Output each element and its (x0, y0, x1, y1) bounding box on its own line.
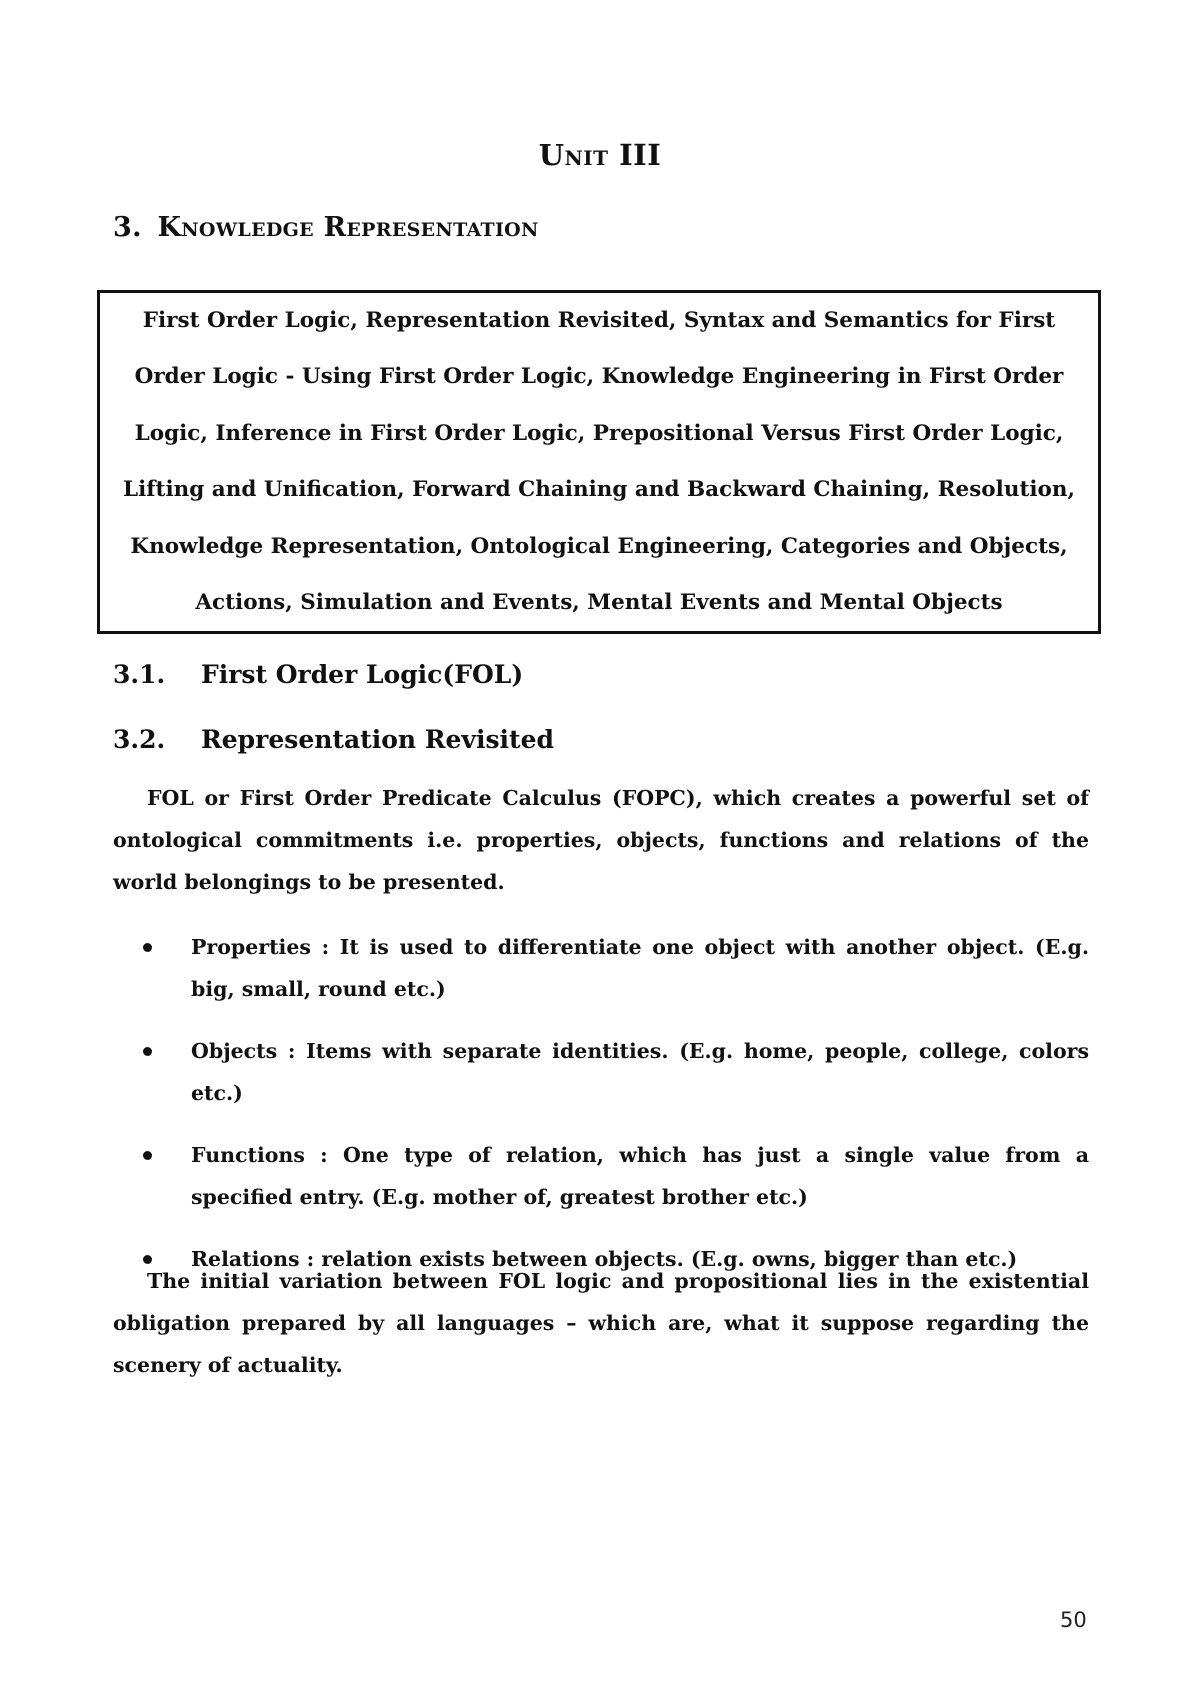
list-item-text: Functions : One type of relation, which has just a single value from a specified entry. (E.g. mother of, greatest brother etc.) (191, 1143, 1089, 1209)
intro-paragraph: FOL or First Order Predicate Calculus (FOPC), which creates a powerful set of ontological commitments i.e. properties, objects, functions and relations of the world belongings to be presented. (113, 786, 1089, 894)
syllabus-box (97, 290, 1101, 634)
section-title: First Order Logic(FOL) (201, 660, 524, 689)
chapter-title-text: Knowledge Representation (157, 212, 539, 243)
unit-title: Unit III (538, 138, 662, 172)
list-item (113, 1030, 1089, 1114)
bullet-icon (143, 943, 152, 952)
chapter-title (113, 212, 539, 243)
section-heading-representation-revisited (113, 725, 554, 754)
section-heading-first-order-logic (113, 660, 523, 689)
bullet-list (113, 926, 1089, 1300)
list-item-text: Relations : relation exists between objects. (E.g. owns, bigger than etc.) (191, 1247, 1018, 1271)
bullet-icon (143, 1047, 152, 1056)
closing-paragraph: The initial variation between FOL logic and propositional lies in the existential obligation prepared by all languages – which are, what it suppose regarding the scenery of actuality. (113, 1269, 1089, 1377)
syllabus-text: First Order Logic, Representation Revisited, Syntax and Semantics for First Order Logic - Using First Order Logic, Knowledge Engineering in First Order Logic, Inference in First Order Logic, Prepositional Versus First Order Logic, Lifting and Unification, Forward Chaining and Backward Chaining, Resolution, Knowledge Representation, Ontological Engineering, Categories and Objects, Actions, Simulation and Events, Mental Events and Mental Objects (122, 307, 1075, 615)
section-number: 3.2. (113, 725, 166, 754)
section-title: Representation Revisited (201, 725, 554, 754)
bullet-icon (143, 1151, 152, 1160)
list-item (113, 926, 1089, 1010)
list-item (113, 1134, 1089, 1218)
list-item-text: Properties : It is used to differentiate one object with another object. (E.g. big, small, round etc.) (191, 935, 1089, 1001)
section-number: 3.1. (113, 660, 166, 689)
page-number: 50 (1060, 1608, 1087, 1632)
chapter-number: 3. (113, 212, 142, 243)
list-item-text: Objects : Items with separate identities. (E.g. home, people, college, colors etc.) (191, 1039, 1089, 1105)
